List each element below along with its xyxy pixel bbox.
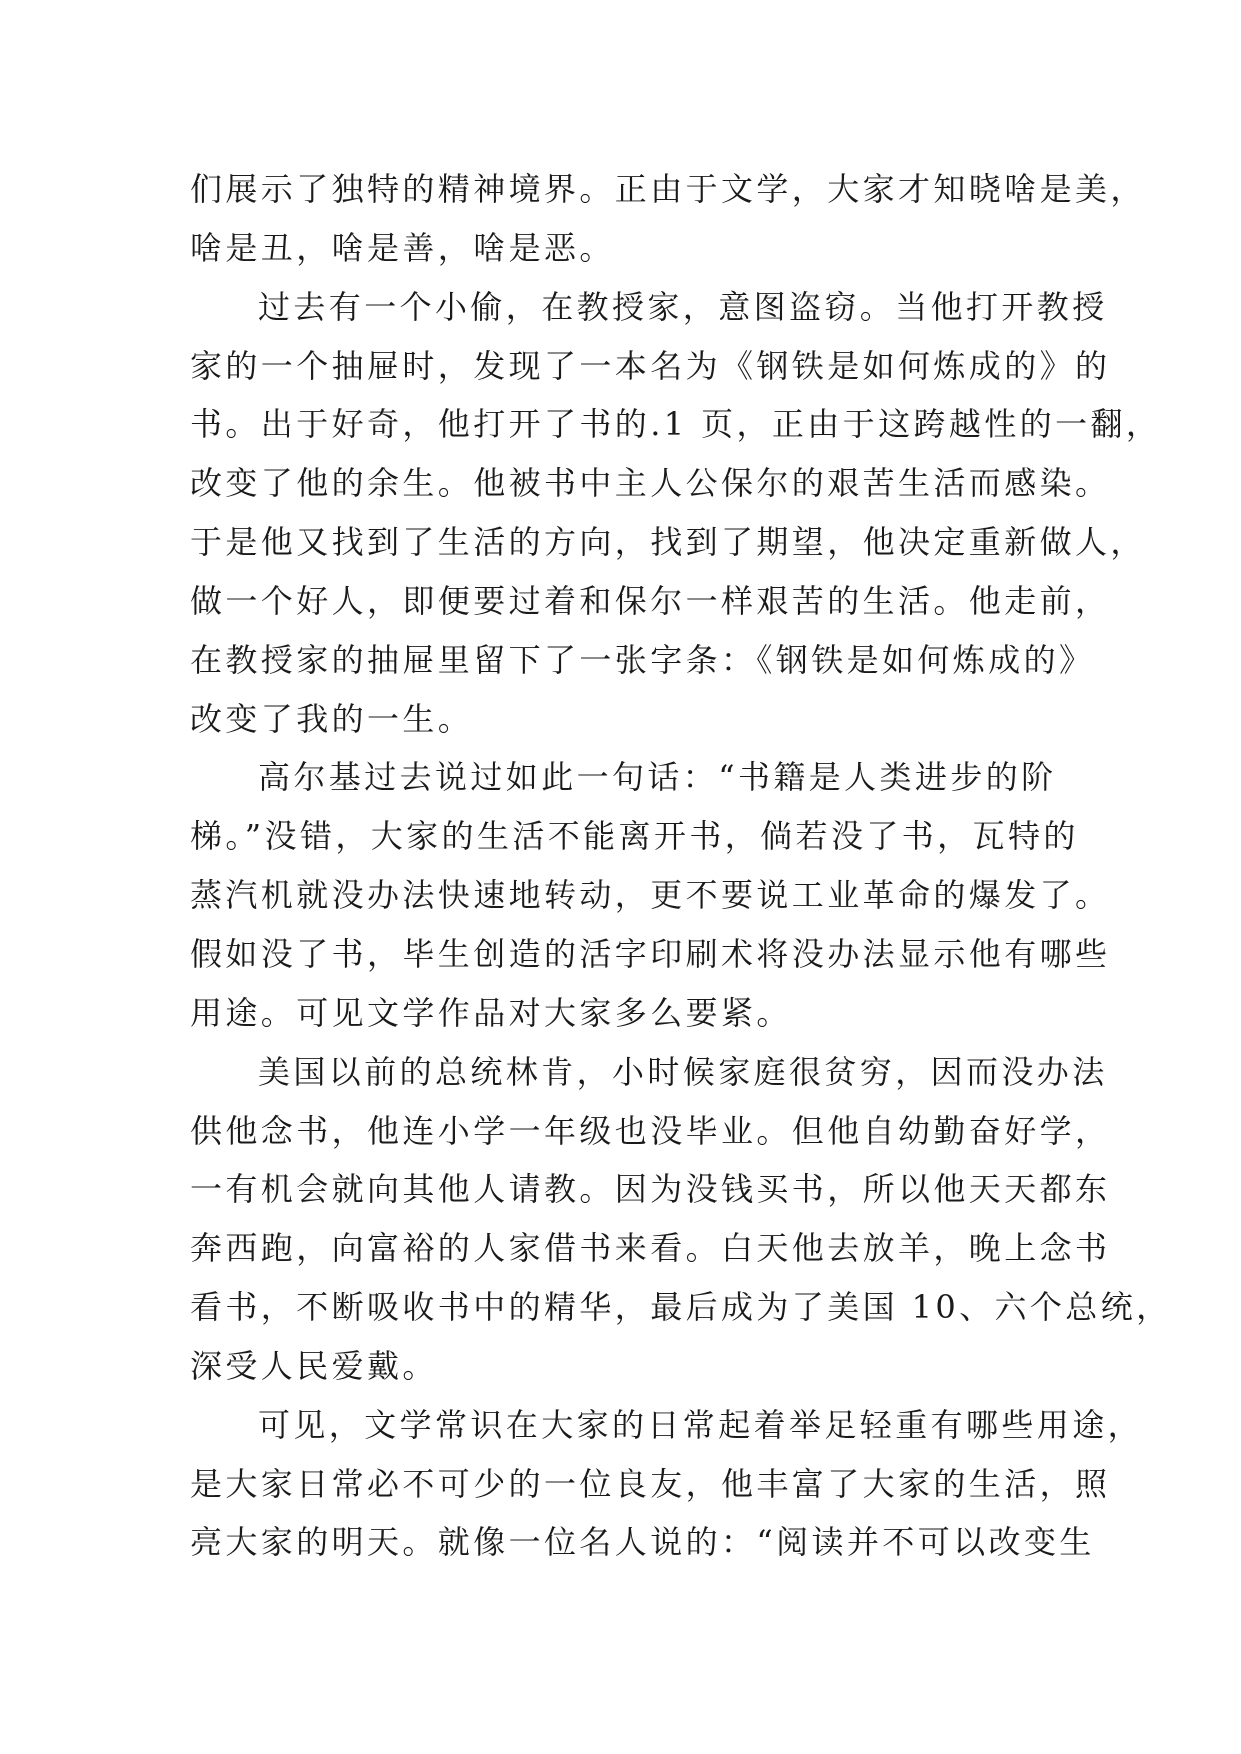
text-line: 们展示了独特的精神境界。正由于文学，大家才知晓啥是美， bbox=[190, 170, 1146, 208]
text-line: 假如没了书，毕生创造的活字印刷术将没办法显示他有哪些 bbox=[190, 934, 1111, 973]
paragraph-start-line: 美国以前的总统林肯，小时候家庭很贫穷，因而没办法 bbox=[258, 1052, 1108, 1091]
text-line: 一有机会就向其他人请教。因为没钱买书，所以他天天都东 bbox=[190, 1170, 1111, 1209]
text-line: 改变了我的一生。 bbox=[190, 699, 474, 738]
text-line: 家的一个抽屉时，发现了一本名为《钢铁是如何炼成的》的 bbox=[190, 346, 1111, 385]
text-line: 啥是丑，啥是善，啥是恶。 bbox=[190, 228, 615, 267]
text-line: 书。出于好奇，他打开了书的.1 页，正由于这跨越性的一翻， bbox=[190, 405, 1162, 444]
text-line: 做一个好人，即便要过着和保尔一样艰苦的生活。他走前， bbox=[190, 581, 1111, 620]
paragraph-start-line: 可见，文学常识在大家的日常起着举足轻重有哪些用途， bbox=[258, 1405, 1144, 1444]
text-line: 深受人民爱戴。 bbox=[190, 1346, 438, 1385]
text-line: 梯。”没错，大家的生活不能离开书，倘若没了书，瓦特的 bbox=[190, 817, 1079, 856]
body-text bbox=[190, 160, 1172, 1572]
text-line: 在教授家的抽屉里留下了一张字条：《钢铁是如何炼成的》 bbox=[190, 640, 1095, 679]
text-line: 是大家日常必不可少的一位良友，他丰富了大家的生活，照 bbox=[190, 1464, 1111, 1503]
text-line: 用途。可见文学作品对大家多么要紧。 bbox=[190, 993, 792, 1032]
text-line: 看书，不断吸收书中的精华，最后成为了美国 10、六个总统， bbox=[190, 1288, 1172, 1327]
text-line: 于是他又找到了生活的方向，找到了期望，他决定重新做人， bbox=[190, 523, 1146, 562]
paragraph-start-line: 过去有一个小偷，在教授家，意图盗窃。当他打开教授 bbox=[258, 287, 1108, 326]
text-line: 供他念书，他连小学一年级也没毕业。但他自幼勤奋好学， bbox=[190, 1111, 1111, 1150]
text-line: 奔西跑，向富裕的人家借书来看。白天他去放羊，晚上念书 bbox=[190, 1229, 1111, 1268]
text-line: 蒸汽机就没办法快速地转动，更不要说工业革命的爆发了。 bbox=[190, 876, 1111, 915]
text-line: 改变了他的余生。他被书中主人公保尔的艰苦生活而感染。 bbox=[190, 464, 1111, 503]
text-line: 亮大家的明天。就像一位名人说的：“阅读并不可以改变生 bbox=[190, 1523, 1095, 1562]
paragraph-start-line: 高尔基过去说过如此一句话：“书籍是人类进步的阶 bbox=[258, 758, 1057, 797]
